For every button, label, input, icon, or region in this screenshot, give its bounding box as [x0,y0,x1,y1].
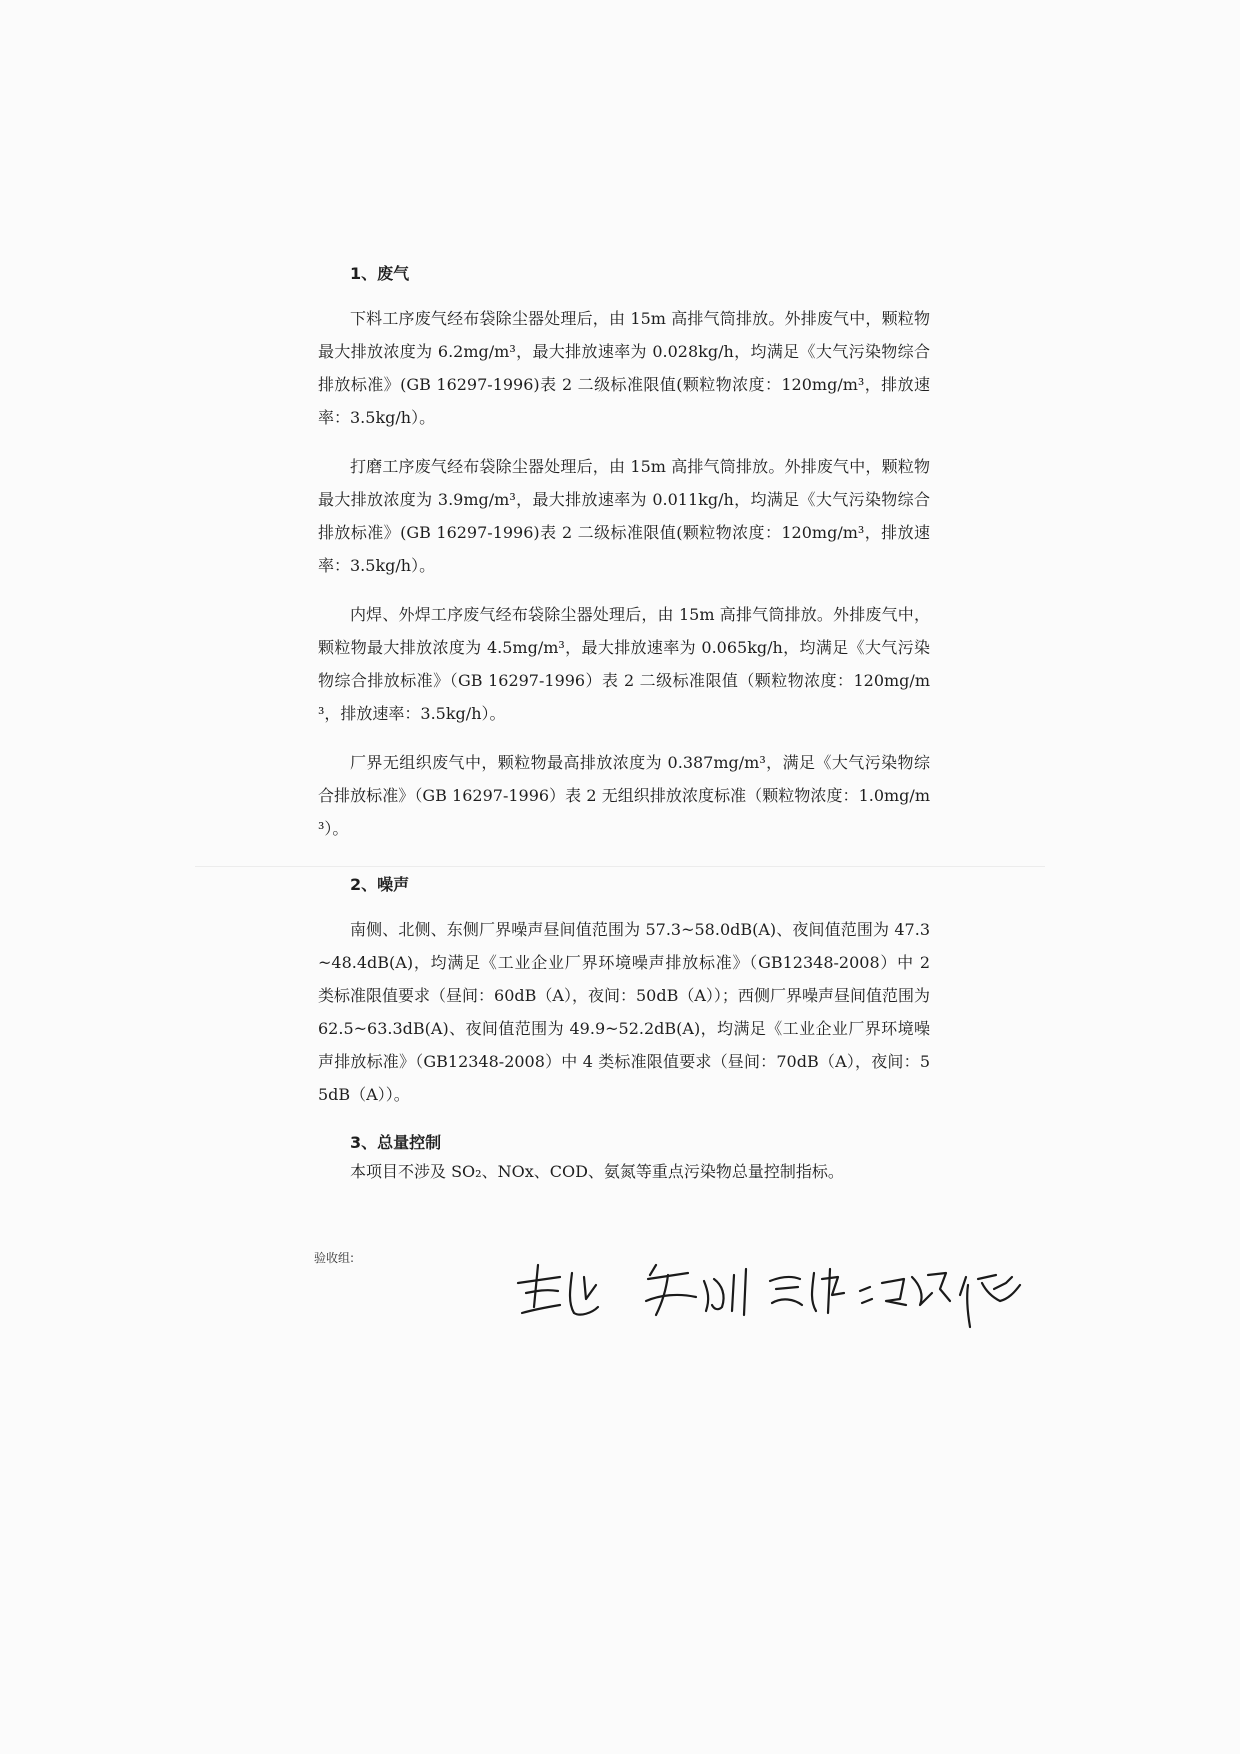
signature-4 [860,1273,950,1305]
section-heading-waste-gas: 1、废气 [350,264,410,283]
signature-2 [646,1265,746,1315]
section-heading-noise: 2、噪声 [350,875,410,894]
paragraph-fugitive-emissions: 厂界无组织废气中，颗粒物最高排放浓度为 0.387mg/m³，满足《大气污染物综合排放标准》（GB 16297-1996）表 2 无组织排放浓度标准（颗粒物浓度：1.0mg/m³）。 [318,753,930,838]
document-body [318,262,930,1188]
section-heading-total-control: 3、总量控制 [350,1133,442,1152]
paragraph-noise: 南侧、北侧、东侧厂界噪声昼间值范围为 57.3~58.0dB(A)、夜间值范围为 47.3~48.4dB(A)，均满足《工业企业厂界环境噪声排放标准》（GB12348-2008）中 2 类标准限值要求（昼间：60dB（A），夜间：50dB（A））；西侧厂界噪声昼间值范围为 62.5~63.3dB(A)、夜间值范围为 49.9~52.2dB(A)，均满足《工业企业厂界环境噪声排放标准》（GB12348-2008）中 4 类标准限值要求（昼间：70dB（A），夜间：55dB（A））。 [318,920,930,1104]
paragraph-welding-process: 内焊、外焊工序废气经布袋除尘器处理后，由 15m 高排气筒排放。外排废气中，颗粒物最大排放浓度为 4.5mg/m³，最大排放速率为 0.065kg/h，均满足《大气污染物综合排放标准》（GB 16297-1996）表 2 二级标准限值（颗粒物浓度：120mg/m³，排放速率：3.5kg/h）。 [318,605,930,723]
paragraph-total-control: 本项目不涉及 SO₂、NOx、COD、氨氮等重点污染物总量控制指标。 [350,1162,844,1181]
paragraph-cutting-process: 下料工序废气经布袋除尘器处理后，由 15m 高排气筒排放。外排废气中，颗粒物最大排放浓度为 6.2mg/m³，最大排放速率为 0.028kg/h，均满足《大气污染物综合排放标准》(GB 16297-1996)表 2 二级标准限值(颗粒物浓度：120mg/m³，排放速率：3.5kg/h）。 [318,309,930,427]
scan-fold-line [195,866,1045,867]
signature-1 [518,1265,598,1315]
acceptance-group-label: 验收组: [314,1251,355,1265]
signature-5 [960,1275,1020,1327]
paragraph-grinding-process: 打磨工序废气经布袋除尘器处理后，由 15m 高排气筒排放。外排废气中，颗粒物最大排放浓度为 3.9mg/m³，最大排放速率为 0.011kg/h，均满足《大气污染物综合排放标准》(GB 16297-1996)表 2 二级标准限值(颗粒物浓度：120mg/m³，排放速率：3.5kg/h）。 [318,457,930,575]
signature-3 [770,1269,844,1313]
handwritten-signatures [500,1255,1040,1335]
